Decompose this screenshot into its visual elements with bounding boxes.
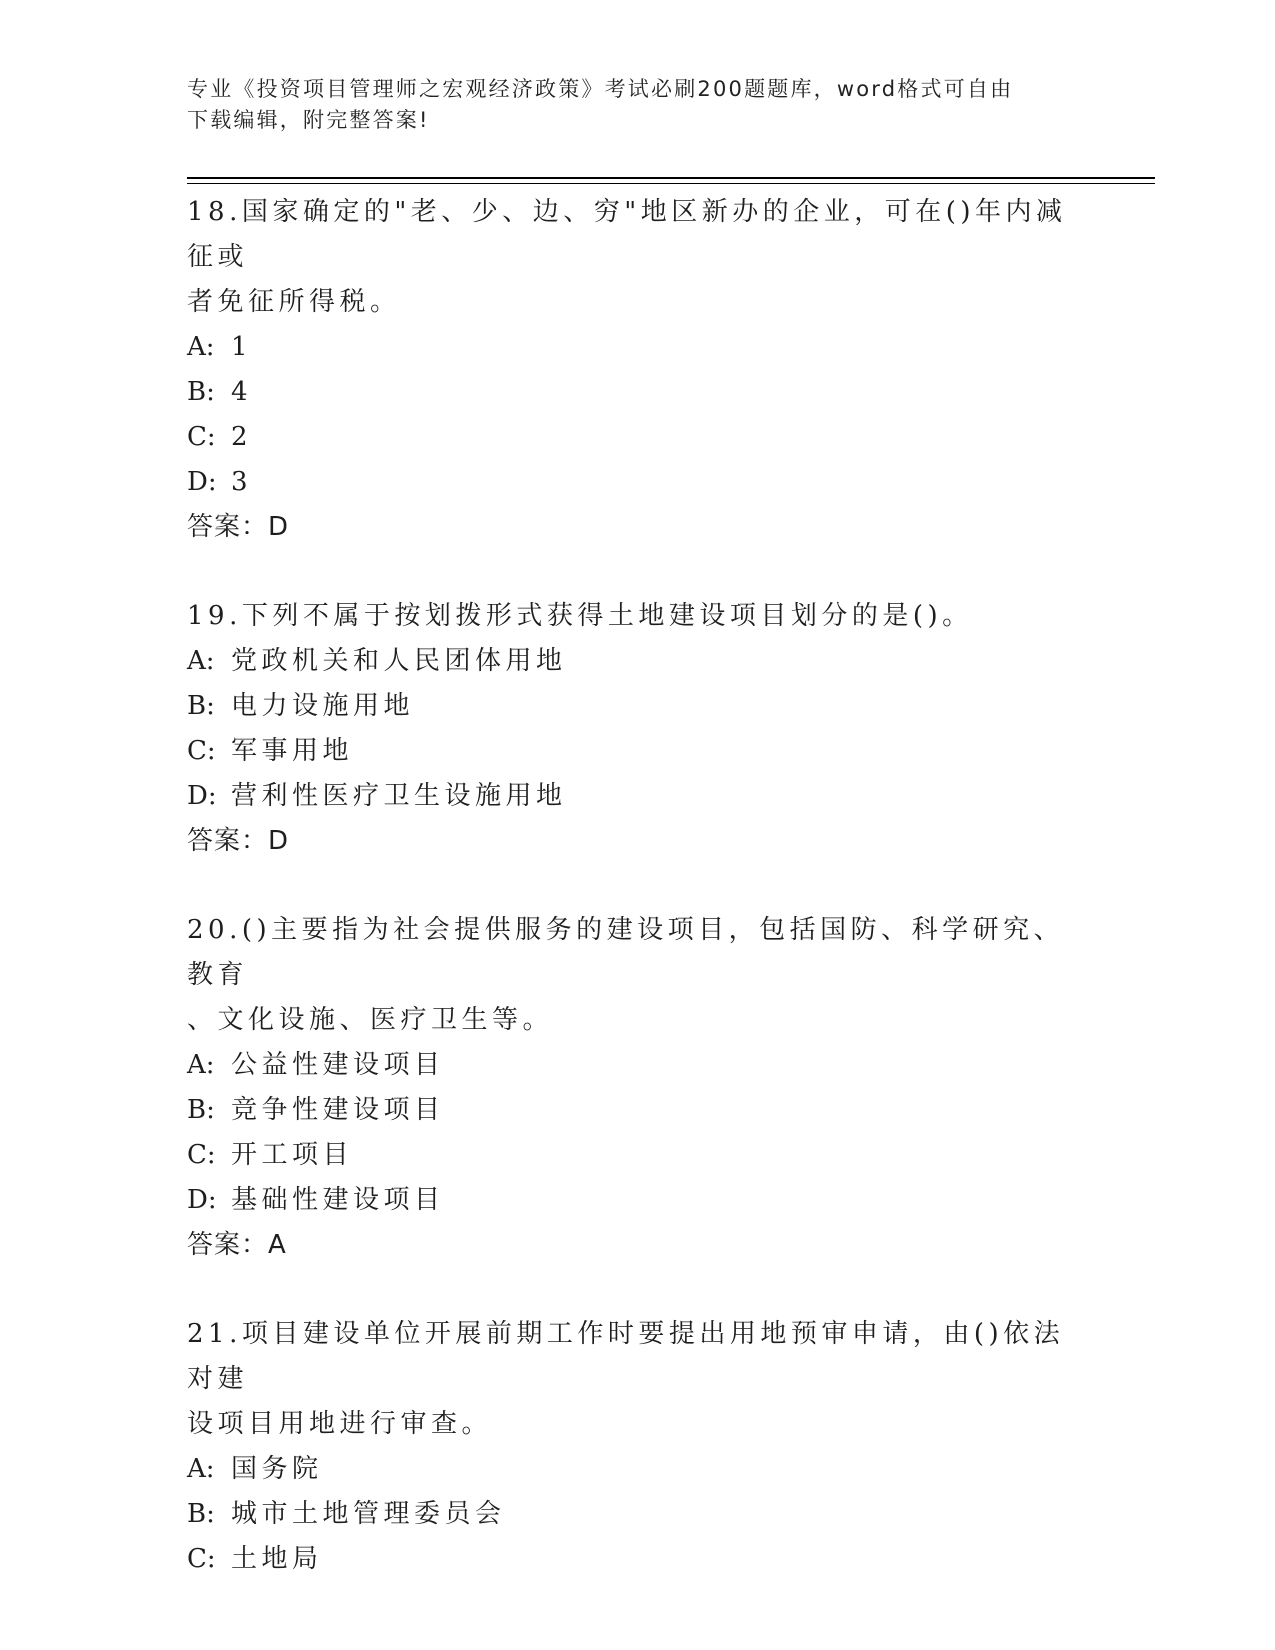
option-a xyxy=(187,1043,1077,1088)
answer: 答案：A xyxy=(187,1230,287,1260)
option-label: D: xyxy=(187,467,217,497)
question-21 xyxy=(187,1312,1077,1582)
option-b xyxy=(187,370,1077,415)
option-d xyxy=(187,1178,1077,1223)
option-text: 公益性建设项目 xyxy=(231,1050,445,1080)
option-b xyxy=(187,1088,1077,1133)
option-label: B: xyxy=(187,377,215,407)
question-stem-line: 19.下列不属于按划拨形式获得土地建设项目划分的是()。 xyxy=(187,601,973,631)
option-label: C: xyxy=(187,422,216,452)
option-label: D: xyxy=(187,1185,217,1215)
option-text: 4 xyxy=(231,377,253,407)
header-line-1: 专业《投资项目管理师之宏观经济政策》考试必刷200题题库，word格式可自由 xyxy=(187,77,1014,101)
option-label: A: xyxy=(187,1454,215,1484)
option-label: A: xyxy=(187,332,215,362)
question-18 xyxy=(187,190,1077,550)
option-label: C: xyxy=(187,1140,216,1170)
option-d xyxy=(187,460,1077,505)
header-divider-thick xyxy=(187,177,1155,179)
option-text: 2 xyxy=(231,422,253,452)
option-text: 党政机关和人民团体用地 xyxy=(231,646,567,676)
option-text: 1 xyxy=(231,332,253,362)
header-line-2: 下载编辑，附完整答案! xyxy=(187,108,430,132)
option-label: A: xyxy=(187,646,215,676)
option-text: 土地局 xyxy=(231,1544,323,1574)
option-text: 3 xyxy=(231,467,253,497)
question-stem-line: 者免征所得税。 xyxy=(187,287,401,317)
option-label: B: xyxy=(187,1499,215,1529)
answer: 答案：D xyxy=(187,512,290,542)
option-a xyxy=(187,325,1077,370)
option-text: 基础性建设项目 xyxy=(231,1185,445,1215)
option-label: C: xyxy=(187,1544,216,1574)
option-b xyxy=(187,684,1077,729)
option-label: A: xyxy=(187,1050,215,1080)
option-text: 营利性医疗卫生设施用地 xyxy=(231,781,567,811)
question-20 xyxy=(187,908,1077,1268)
option-label: D: xyxy=(187,781,217,811)
option-label: C: xyxy=(187,736,216,766)
option-b xyxy=(187,1492,1077,1537)
option-text: 城市土地管理委员会 xyxy=(231,1499,506,1529)
question-stem-line: 设项目用地进行审查。 xyxy=(187,1409,493,1439)
option-a xyxy=(187,639,1077,684)
option-label: B: xyxy=(187,1095,215,1125)
question-stem-line: 18.国家确定的"老、少、边、穷"地区新办的企业，可在()年内减征或 xyxy=(187,197,1067,272)
option-text: 电力设施用地 xyxy=(231,691,415,721)
option-text: 军事用地 xyxy=(231,736,354,766)
question-stem-line: 21.项目建设单位开展前期工作时要提出用地预审申请，由()依法对建 xyxy=(187,1319,1065,1394)
option-c xyxy=(187,729,1077,774)
answer: 答案：D xyxy=(187,826,290,856)
question-stem-line: 、文化设施、医疗卫生等。 xyxy=(187,1005,554,1035)
question-19 xyxy=(187,594,1077,864)
option-label: B: xyxy=(187,691,215,721)
document-header xyxy=(187,74,1067,136)
question-list xyxy=(187,190,1077,1626)
option-a xyxy=(187,1447,1077,1492)
option-d xyxy=(187,774,1077,819)
option-c xyxy=(187,1133,1077,1178)
option-text: 竞争性建设项目 xyxy=(231,1095,445,1125)
option-c xyxy=(187,415,1077,460)
option-text: 国务院 xyxy=(231,1454,323,1484)
header-divider-thin xyxy=(187,183,1155,184)
option-c xyxy=(187,1537,1077,1582)
option-text: 开工项目 xyxy=(231,1140,354,1170)
question-stem-line: 20.()主要指为社会提供服务的建设项目，包括国防、科学研究、教育 xyxy=(187,915,1065,990)
